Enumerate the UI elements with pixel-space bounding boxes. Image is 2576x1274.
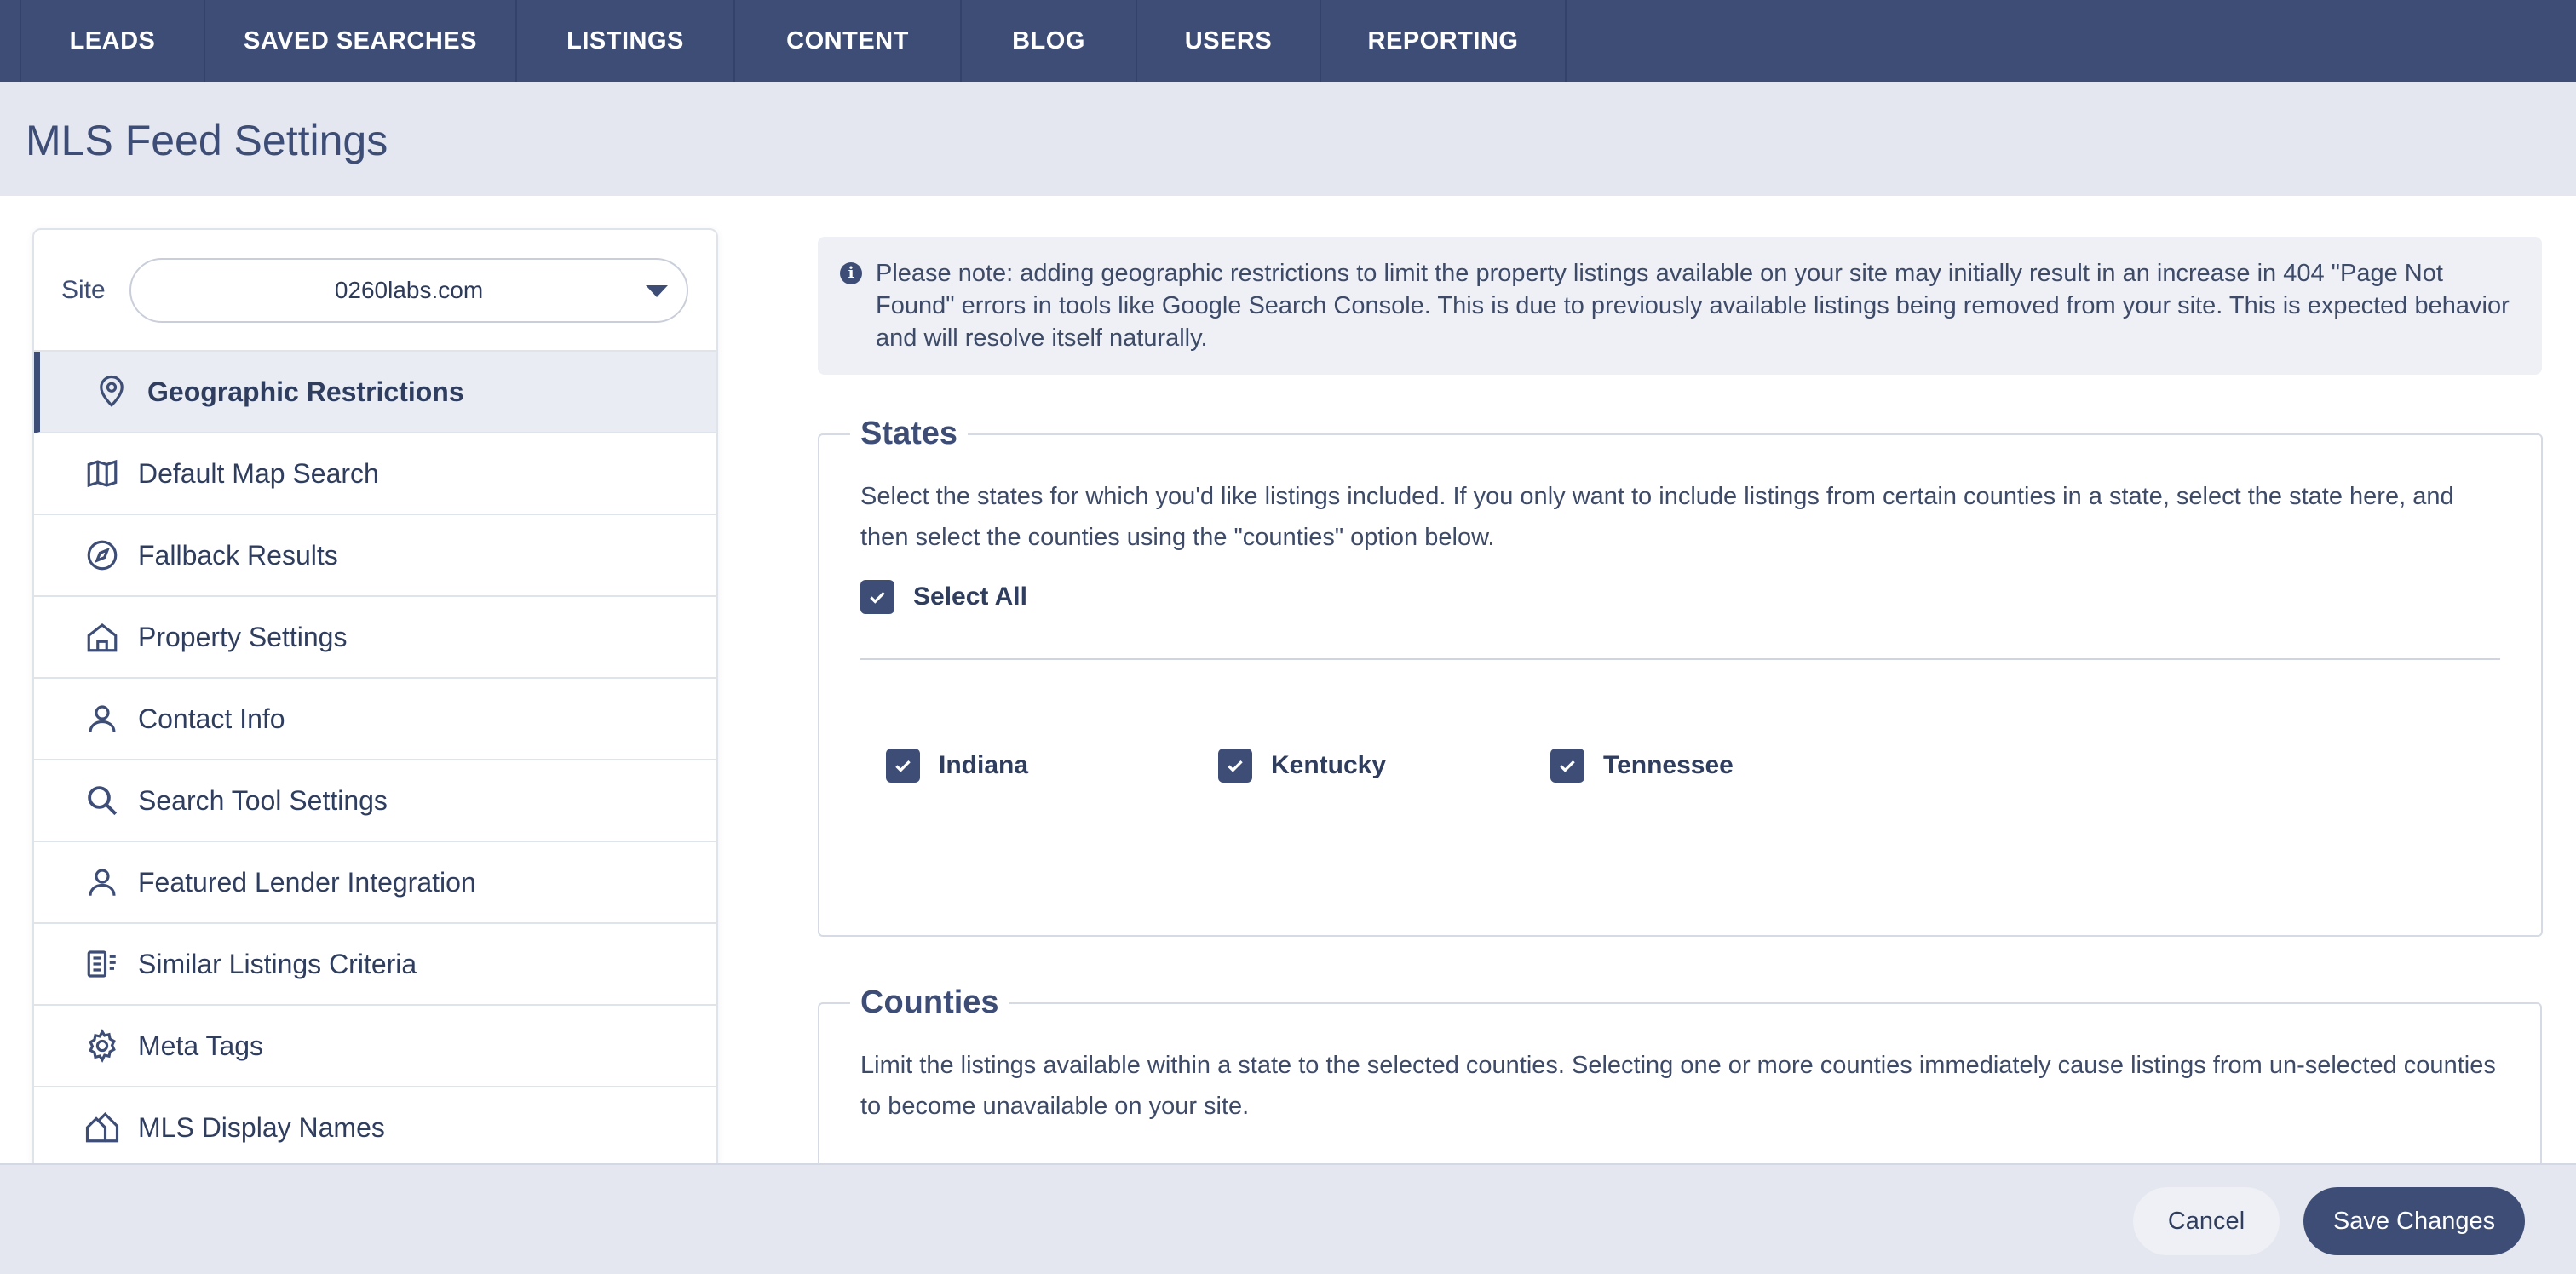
sidebar-item-meta-tags[interactable] [34, 1006, 716, 1087]
nav-content[interactable]: CONTENT [733, 0, 960, 82]
homes-icon [83, 1109, 121, 1146]
state-label: Kentucky [1271, 751, 1387, 779]
sidebar-item-label: Featured Lender Integration [138, 866, 476, 898]
site-label: Site [61, 275, 106, 304]
nav-users[interactable]: USERS [1136, 0, 1320, 82]
page-header [0, 82, 2576, 196]
site-select[interactable] [129, 258, 688, 323]
search-icon [83, 782, 121, 819]
user-icon [83, 864, 121, 901]
user-icon [83, 700, 121, 737]
state-checkbox-tennessee[interactable] [1550, 749, 1883, 783]
gear-icon [83, 1027, 121, 1065]
sidebar-item-search-tool-settings[interactable] [34, 760, 716, 842]
sidebar-item-property-settings[interactable] [34, 597, 716, 679]
info-icon: i [840, 262, 862, 284]
nav-reporting[interactable]: REPORTING [1320, 0, 1567, 82]
states-description: Select the states for which you'd like listings included. If you only want to include listings from certain counties in a state, select the state here, and then select the counties using the "counties" option below. [860, 483, 2454, 551]
compass-icon [83, 537, 121, 574]
geo-restriction-notice [818, 237, 2542, 375]
states-title: States [860, 416, 958, 451]
sidebar-item-label: Contact Info [138, 703, 285, 734]
checkbox-checked-icon [1550, 749, 1584, 783]
select-all-label: Select All [913, 582, 1027, 611]
checkbox-checked-icon [1218, 749, 1252, 783]
save-changes-button[interactable]: Save Changes [2303, 1187, 2525, 1255]
page-title: MLS Feed Settings [26, 117, 388, 164]
sidebar-item-featured-lender-integration[interactable] [34, 842, 716, 924]
state-label: Tennessee [1603, 751, 1734, 779]
sidebar-item-label: Fallback Results [138, 539, 338, 571]
states-list [860, 749, 2500, 783]
sidebar-item-default-map-search[interactable] [34, 433, 716, 515]
footer-bar [0, 1163, 2576, 1274]
sidebar-item-label: MLS Display Names [138, 1111, 385, 1143]
sidebar-item-label: Default Map Search [138, 457, 379, 489]
nav-saved-searches[interactable]: SAVED SEARCHES [204, 0, 515, 82]
counties-description: Limit the listings available within a state to the selected counties. Selecting one or more counties immediately cause listings from un-selected counties to become unavailable on your site. [860, 1052, 2496, 1120]
sidebar-item-label: Similar Listings Criteria [138, 948, 417, 979]
chevron-down-icon [646, 285, 668, 297]
select-all-checkbox[interactable] [860, 580, 2500, 614]
state-checkbox-kentucky[interactable] [1218, 749, 1550, 783]
states-panel [818, 416, 2543, 937]
home-icon [83, 618, 121, 656]
state-label: Indiana [939, 751, 1029, 779]
top-nav [0, 0, 2576, 82]
notice-text: Please note: adding geographic restrictions to limit the property listings available on your site may initially result in an increase in 404 "Page Not Found" errors in tools like Google Search Console. This is due to previously available listings being removed from your site. This is expected behavior and will resolve itself naturally. [876, 260, 2510, 352]
sidebar-item-similar-listings-criteria[interactable] [34, 924, 716, 1006]
nav-blog[interactable]: BLOG [960, 0, 1136, 82]
listing-icon [83, 945, 121, 983]
sidebar-item-geographic-restrictions[interactable] [34, 352, 716, 433]
sidebar-item-mls-display-names[interactable] [34, 1087, 716, 1165]
sidebar-item-label: Geographic Restrictions [147, 376, 464, 407]
sidebar-item-label: Property Settings [138, 621, 348, 652]
nav-leads[interactable]: LEADS [20, 0, 204, 82]
state-checkbox-indiana[interactable] [886, 749, 1218, 783]
counties-title: Counties [860, 984, 999, 1020]
sidebar-item-contact-info[interactable] [34, 679, 716, 760]
settings-sidebar [32, 228, 718, 1165]
cancel-button[interactable]: Cancel [2133, 1187, 2280, 1255]
site-select-value: 0260labs.com [334, 276, 484, 303]
sidebar-item-label: Search Tool Settings [138, 784, 388, 816]
sidebar-item-label: Meta Tags [138, 1030, 264, 1061]
sidebar-item-fallback-results[interactable] [34, 515, 716, 597]
map-icon [83, 455, 121, 492]
site-selector-row [34, 230, 716, 352]
nav-listings[interactable]: LISTINGS [515, 0, 733, 82]
checkbox-checked-icon [860, 580, 894, 614]
checkbox-checked-icon [886, 749, 920, 783]
map-pin-icon [93, 373, 130, 410]
states-divider [860, 658, 2500, 660]
